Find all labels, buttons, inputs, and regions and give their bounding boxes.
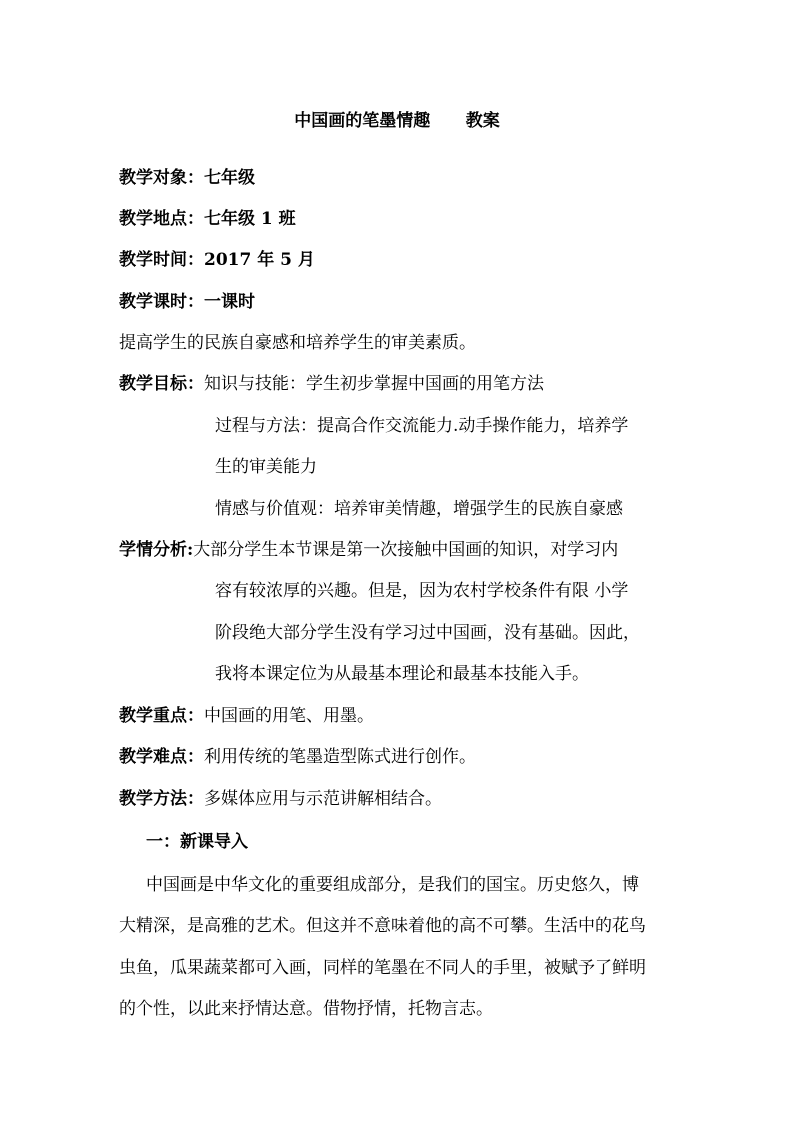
info-label: 教学对象： [119,168,204,188]
info-label: 教学课时： [119,292,204,312]
objectives-line: 过程与方法：提高合作交流能力.动手操作能力，培养学 [215,416,629,436]
key-point-label: 教学重点： [119,706,204,726]
difficulty-value: 利用传统的笔墨造型陈式进行创作。 [204,747,476,767]
analysis-first-line [119,539,618,561]
analysis-line: 大部分学生本节课是第一次接触中国画的知识，对学习内 [193,540,619,560]
info-label: 教学时间： [119,250,204,270]
objectives-first-line [119,373,544,395]
analysis-line: 阶段绝大部分学生没有学习过中国画，没有基础。因此， [215,623,640,643]
analysis-line: 容有较浓厚的兴趣。但是，因为农村学校条件有限 小学 [215,581,629,601]
info-time [119,249,315,271]
analysis-label: 学情分析: [119,540,194,560]
paragraph-line: 虫鱼，瓜果蔬菜都可入画，同样的笔墨在不同人的手里，被赋予了鲜明 [119,958,646,978]
objectives-line: 情感与价值观：培养审美情趣，增强学生的民族自豪感 [215,499,623,519]
aim-sentence: 提高学生的民族自豪感和培养学生的审美素质。 [119,333,476,353]
info-value: 2017 年 5 月 [204,250,315,270]
method [119,788,442,810]
analysis-line: 我将本课定位为从最基本理论和最基本技能入手。 [215,664,589,684]
key-point [119,705,374,727]
paragraph-line: 中国画是中华文化的重要组成部分，是我们的国宝。历史悠久，博 [146,875,639,895]
difficulty [119,746,476,768]
info-label: 教学地点： [119,209,204,229]
difficulty-label: 教学难点： [119,747,204,767]
info-value: 一课时 [204,292,255,312]
paragraph-line: 的个性，以此来抒情达意。借物抒情，托物言志。 [119,999,493,1019]
method-value: 多媒体应用与示范讲解相结合。 [204,789,442,809]
key-point-value: 中国画的用笔、用墨。 [204,706,374,726]
info-location [119,208,296,230]
info-period [119,291,255,313]
method-label: 教学方法： [119,789,204,809]
info-value: 七年级 1 班 [204,209,296,229]
document-title: 中国画的笔墨情趣 教案 [294,111,500,131]
objectives-line: 生的审美能力 [215,457,317,477]
objectives-label: 教学目标： [119,374,204,394]
info-target [119,167,255,189]
section-heading: 一：新课导入 [146,832,248,852]
paragraph-line: 大精深，是高雅的艺术。但这并不意味着他的高不可攀。生活中的花鸟 [119,916,646,936]
info-value: 七年级 [204,168,255,188]
objectives-line: 知识与技能：学生初步掌握中国画的用笔方法 [204,374,544,394]
